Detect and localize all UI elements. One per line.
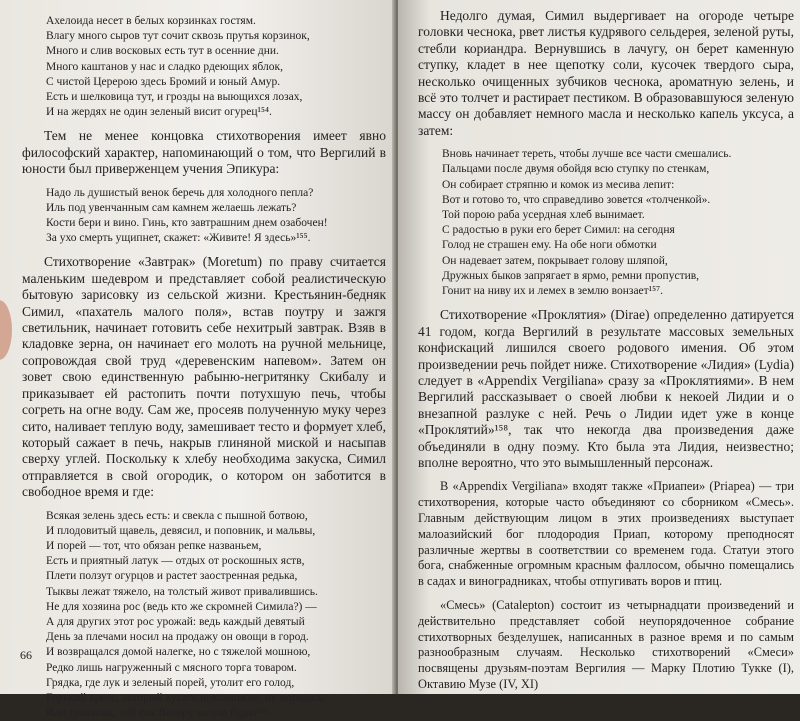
verse-line: И порей — тот, что обязан репке названьем, [46,539,262,552]
paragraph-epicurus: Тем не менее концовка стихотворения имеет явно философский характер, напоминающий о том, что Вергилий в юности был приверженцем учения Эпикура: [22,128,386,177]
verse-line: Много каштанов у нас и сладко рдеющих яблок, [46,60,283,73]
verse-line: Кости бери и вино. Гинь, кто завтрашним днем озабочен! [46,217,328,230]
verse-block-4 [418,147,794,299]
verse-line: Дружных быков запрягает в ярмо, ремни пропустив, [442,269,700,282]
verse-line: Есть и приятный латук — отдых от роскошных яств, [46,555,305,568]
verse-line: Или гулявник, чей сок Венеру вялую будит¹⁵⁶. [46,707,272,720]
verse-line: Надо ль душистый венок беречь для холодного пепла? [46,186,314,199]
verse-line: Голод не страшен ему. На обе ноги обмотки [442,239,657,252]
page-number: 66 [20,648,32,662]
paragraph-priapea: В «Appendix Vergiliana» входят также «Приапеи» (Priapea) — три стихотворения, которые часто объединяют со сборником «Смесь». Главным действующим лицом в этих произведениях выступает малоазийский бог плодородия Приап, которому преподносят различные жертвы в соответствии со временем года. Статуи этого бога, снабженные огромным красным фаллосом, обычно помещались в садах и виноградниках, чтобы отпугивать воров и птиц. [418,479,794,589]
verse-line: Всякая зелень здесь есть: и свекла с пышной ботвою, [46,509,308,522]
verse-line: Есть и шелковица тут, и грозды на выющихся лозах, [46,91,303,104]
verse-line: Иль под увенчанным сам камнем желаешь лежать? [46,201,297,214]
verse-line: За ухо смерть ущипнет, скажет: «Живите! Я здесь»¹⁵⁵. [46,232,311,245]
verse-line: Горький кресс, который кусать невозможно, не морщась, [46,691,326,704]
verse-line: И плодовитый щавель, девясил, и поповник, и мальвы, [46,524,316,537]
verse-line: Он надевает затем, покрывает голову шляпой, [442,254,668,267]
verse-line: Тыквы лежат тяжело, на толстый живот привалившись. [46,585,318,598]
verse-line: Не для хозяина рос (ведь кто же скромней Симила?) — [46,600,317,613]
verse-line: Редко лишь нагруженный с мясного торга товаром. [46,661,297,674]
verse-line: День за плечами носил на продажу он овощи в город. [46,631,309,644]
verse-line: А для других этот рос урожай: ведь каждый девятый [46,615,305,628]
verse-block-2 [22,186,386,247]
paragraph-simil-garlic: Недолго думая, Симил выдергивает на огороде четыре головки чеснока, рвет листья кудрявого сельдерея, зеленой руты, стебли кориандра. Вернувшись в лачугу, он берет каменную ступку, кладет в нее щепотку соли, кусочек твердого сыра, несколько очищенных зубчиков чеснока, ароматную зелень, и всё это толчет и растирает пестиком. В образовавшуюся зеленую массу он добавляет немного масла и несколько капель уксуса, а затем: [418,8,794,138]
right-page [398,0,800,694]
verse-line: Гонит на ниву их и лемех в землю вонзает¹⁵⁷. [442,285,664,298]
verse-line: Вот и готово то, что справедливо зовется «толченкой». [442,193,711,206]
paragraph-moretum: Стихотворение «Завтрак» (Moretum) по праву считается маленьким шедевром и представляет собой реалистическую бытовую зарисовку из сельской жизни. Крестьянин-бедняк Симил, «пахатель малого поля», встав поутру и зажгя светильник, начинает готовить себе нехитрый завтрак. Взяв в кладовке зерна, он начинает его молоть на ручной мельнице, сопровождая свой труд «деревенским напевом». Затем он зовет свою единственную рабыню-негритянку Скибалу и приказывает ей растопить почти потухшую печь, чтобы согреть на огне воду. Сам же, просеяв полученную муку через сито, наливает теплую воду, замешивает тесто и формует хлеб, который сажает в печь, накрыв глиняной миской и насыпав сверху углей. Поскольку к хлебу необходима закуска, Симил отправляется в свой огородик, о котором он заботится в свободное время и где: [22,254,386,500]
verse-line: С радостью в руки его берет Симил: на сегодня [442,224,675,237]
verse-line: Ахелоида несет в белых корзинках гостям. [46,15,256,27]
verse-line: Много и слив восковых есть тут в осенние дни. [46,45,279,58]
verse-line: Пальцами после двумя обойдя всю ступку по стенкам, [442,163,710,176]
verse-line: С чистой Церерою здесь Бромий и юный Амур. [46,75,281,88]
verse-line: И возвращался домой налегке, но с тяжелой мошною, [46,646,311,659]
verse-line: Грядка, где лук и зеленый порей, утолит его голод, [46,676,295,689]
paragraph-dirae-lydia: Стихотворение «Проклятия» (Dirae) определенно датируется 41 годом, когда Вергилий в результате массовых земельных конфискаций лишился своего родового имения. Об этом произведении речь пойдет ниже. Стихотворение «Лидия» (Lydia) следует в «Appendix Vergiliana» сразу за «Проклятиями». В нем Вергилий рассказывает о своей любви к некоей Лидии и о внезапной разлуке с ней. Речь о Лидии идет уже в конце «Проклятий»¹⁵⁸, так что некогда два произведения даже объединяли в одну поэму. Кто была эта Лидия, неизвестно; вполне вероятно, что это вымышленный персонаж. [418,307,794,470]
left-page [0,0,396,720]
verse-line: Вновь начинает тереть, чтобы лучше все части смешались. [442,148,732,161]
verse-block-1 [22,14,386,120]
verse-block-3 [22,509,386,721]
verse-line: И на жердях не один зеленый висит огурец¹⁵⁴. [46,106,272,119]
verse-line: Той порою раба усердная хлеб вынимает. [442,209,645,222]
verse-line: Влагу много сыров тут сочит сквозь прутья корзинок, [46,30,310,43]
paragraph-catalepton: «Смесь» (Catalepton) состоит из четырнадцати произведений и действительно представляет собой неупорядоченное собрание стихотворных безделушек, написанных в разное время и по самым разнообразным случаям. Несколько стихотворений «Смеси» посвящены друзьям-поэтам Вергилия — Марку Плотию Тукке (I), Октавию Музе (IV, XI) [418,597,794,691]
verse-line: Он собирает стряпню и комок из месива лепит: [442,178,675,191]
verse-line: Плети ползут огурцов и растет заостренная редька, [46,570,298,583]
